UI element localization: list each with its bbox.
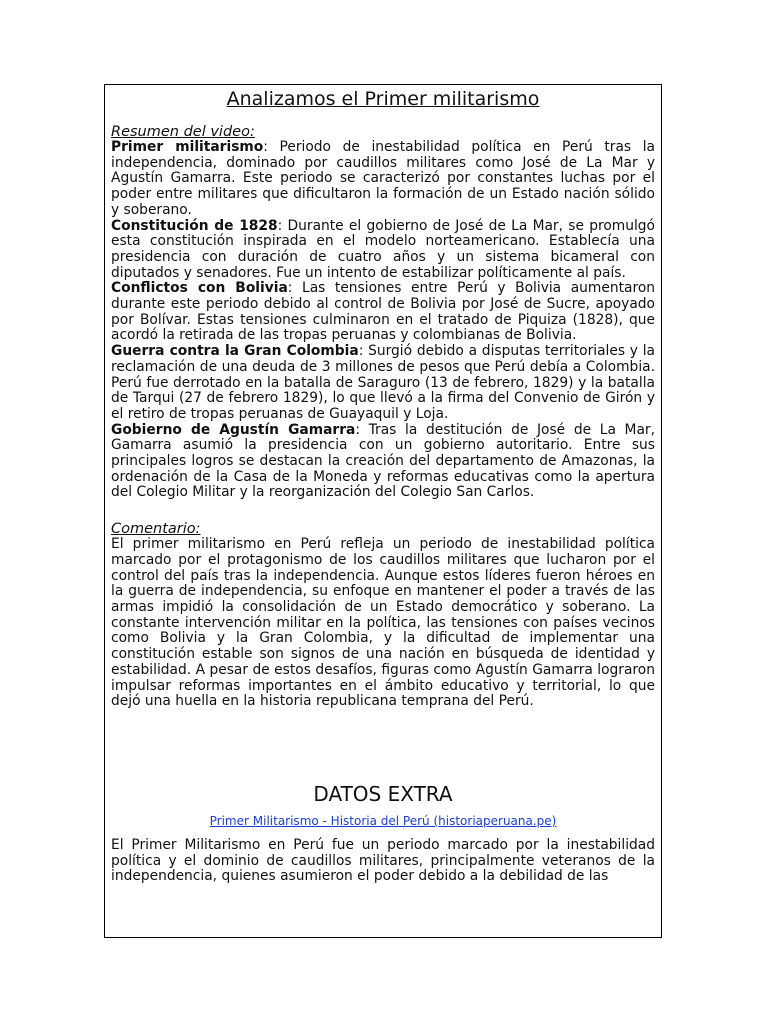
section-text: : Periodo de inestabilidad política en Perú tras la independencia, dominado por caudillos militares como José de La Mar y Agustín Gamarra. Este periodo se caracterizó por constantes luchas por el poder entre militares que dificultaron la formación de un Estado nación sólido y soberano. [111, 139, 655, 218]
summary-heading: Resumen del video: [111, 124, 255, 140]
section-paragraph [111, 344, 655, 423]
section-term: Primer militarismo [111, 139, 264, 155]
spacer [111, 710, 655, 782]
extra-paragraph: El Primer Militarismo en Perú fue un periodo marcado por la inestabilidad política y el dominio de caudillos militares, principalmente veteranos de la independencia, quienes asumieron el poder debido a la debilidad de las [111, 836, 655, 885]
document-page [104, 84, 662, 938]
section-paragraph [111, 423, 655, 502]
section-text: : Surgió debido a disputas territoriales y la reclamación de una deuda de 3 millones de pesos que Perú debía a Colombia. Perú fue derrotado en la batalla de Saraguro (13 de febrero, 1829) y la batalla de Tarqui (27 de febrero 1829), lo que llevó a la firma del Convenio de Girón y el retiro de tropas peruanas de Guayaquil y Loja. [111, 343, 656, 422]
comment-paragraph: El primer militarismo en Perú refleja un periodo de inestabilidad política marcado por el protagonismo de los caudillos militares que lucharon por el control del país tras la independencia. Aunque estos líderes fueron héroes en la guerra de independencia, su enfoque en mantener el poder a través de las armas impidió la consolidación de un Estado democrático y soberano. La constante intervención militar en la política, las tensiones con países vecinos como Bolivia y la Gran Colombia, y la dificultad de implementar una constitución estable son signos de una nación en búsqueda de identidad y estabilidad. A pesar de estos desafíos, figuras como Agustín Gamarra lograron impulsar reformas importantes en el ámbito educativo y territorial, lo que dejó una huella en la historia republicana temprana del Perú. [111, 536, 655, 710]
section-paragraph [111, 281, 655, 344]
section-text: : Tras la destitución de José de La Mar, Gamarra asumió la presidencia con un gobierno autoritario. Entre sus principales logros se destacan la creación del departamento de Amazonas, la ordenación de la Casa de la Moneda y reformas educativas como la apertura del Colegio Militar y la reorganización del Colegio San Carlos. [111, 421, 655, 501]
section-term: Guerra contra la Gran Colombia [111, 343, 359, 360]
section-text: : Las tensiones entre Perú y Bolivia aumentaron durante este periodo debido al control de Bolivia por José de Sucre, apoyado por Bolívar. Estas tensiones culminaron en el tratado de Piquiza (1828), que acordó la retirada de las tropas peruanas y colombianas de Bolivia. [111, 280, 656, 344]
source-link[interactable]: Primer Militarismo - Historia del Perú (historiaperuana.pe) [209, 813, 557, 828]
section-term: Conflictos con Bolivia [111, 280, 288, 297]
section-text: : Durante el gobierno de José de La Mar, se promulgó esta constitución inspirada en el modelo norteamericano. Establecía una presidencia con duración de cuatro años y un sistema bicameral con diputados y senadores. Fue un intento de estabilizar políticamente al país. [111, 217, 655, 281]
comment-heading: Comentario: [111, 521, 201, 538]
section-paragraph [111, 140, 655, 219]
section-term: Constitución de 1828 [111, 217, 278, 234]
extra-title: DATOS EXTRA [313, 781, 453, 806]
section-paragraph [111, 219, 655, 282]
section-term: Gobierno de Agustín Gamarra [111, 421, 356, 438]
document-title: Analizamos el Primer militarismo [226, 88, 540, 110]
